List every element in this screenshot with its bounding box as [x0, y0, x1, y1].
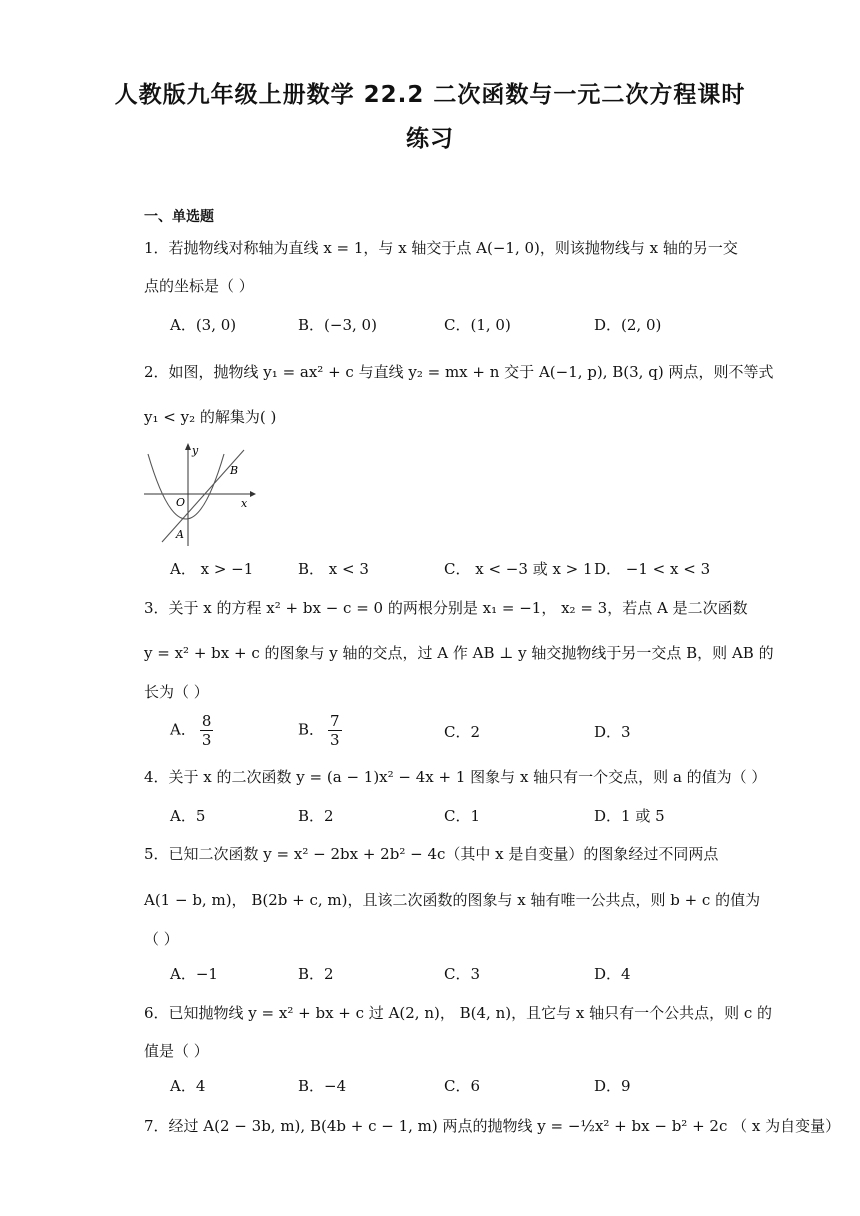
q2-option-d[interactable]: D． −1 < x < 3	[594, 560, 711, 578]
q1-option-c[interactable]: C．(1, 0)	[444, 316, 511, 334]
q3-text-line3: 长为（ ）	[144, 683, 209, 701]
q5-option-a[interactable]: A．−1	[170, 965, 218, 983]
q6-options	[170, 1075, 730, 1097]
q5-option-c[interactable]: C．3	[444, 965, 481, 983]
q3-option-a-label: A．	[170, 720, 196, 739]
y-axis-label: y	[192, 444, 199, 457]
q6-text-line1: 6．已知抛物线 y = x² + bx + c 过 A(2, n)， B(4, n)，且它与 x 轴只有一个公共点，则 c 的	[144, 1004, 773, 1022]
q3-text-line1: 3．关于 x 的方程 x² + bx − c = 0 的两根分别是 x₁ = −1， x₂ = 3，若点 A 是二次函数	[144, 599, 748, 617]
q6-option-a[interactable]: A．4	[170, 1077, 206, 1095]
q3-option-a-fraction	[200, 712, 214, 749]
q1-option-d[interactable]: D．(2, 0)	[594, 316, 662, 334]
q2-option-c[interactable]: C． x < −3 或 x > 1	[444, 560, 593, 578]
q4-option-c[interactable]: C．1	[444, 807, 481, 825]
y-axis-arrow	[185, 443, 191, 450]
q3-text-line2: y = x² + bx + c 的图象与 y 轴的交点，过 A 作 AB ⊥ y 轴交抛物线于另一交点 B，则 AB 的	[144, 644, 774, 662]
q3-option-b-numerator: 7	[330, 712, 340, 730]
q4-option-d[interactable]: D．1 或 5	[594, 807, 665, 825]
q5-text-line2: A(1 − b, m)， B(2b + c, m)，且该二次函数的图象与 x 轴有唯一公共点，则 b + c 的值为	[144, 891, 761, 909]
q3-option-b-denominator: 3	[330, 731, 340, 749]
q3-option-a-denominator: 3	[201, 731, 212, 749]
q4-option-a[interactable]: A．5	[170, 807, 206, 825]
q6-option-b[interactable]: B．−4	[298, 1077, 347, 1095]
q2-options	[170, 558, 730, 580]
q5-option-d[interactable]: D．4	[594, 965, 631, 983]
x-axis-arrow	[250, 491, 256, 497]
q4-text-line1: 4．关于 x 的二次函数 y = (a − 1)x² − 4x + 1 图象与 x 轴只有一个交点，则 a 的值为（ ）	[144, 768, 767, 786]
q4-option-b[interactable]: B．2	[298, 807, 334, 825]
q1-option-a[interactable]: A．(3, 0)	[170, 316, 237, 334]
q2-text-line2: y₁ < y₂ 的解集为( )	[144, 408, 277, 426]
q1-text-line1: 1．若抛物线对称轴为直线 x = 1，与 x 轴交于点 A(−1, 0)，则该抛物线与 x 轴的另一交	[144, 239, 738, 257]
q5-options	[170, 963, 730, 985]
q2-option-b[interactable]: B． x < 3	[298, 560, 369, 578]
q6-option-c[interactable]: C．6	[444, 1077, 481, 1095]
q2-text-line1: 2．如图，抛物线 y₁ = ax² + c 与直线 y₂ = mx + n 交于 A(−1, p), B(3, q) 两点，则不等式	[144, 363, 774, 381]
q1-options	[170, 314, 730, 336]
section-heading: 一、单选题	[144, 209, 214, 225]
q3-option-b-fraction	[328, 712, 342, 749]
document-title-line2: 练习	[406, 126, 454, 152]
q3-option-b-label: B．	[298, 720, 325, 739]
q3-option-c[interactable]: C．2	[444, 723, 481, 741]
x-axis-label: x	[241, 497, 248, 510]
q6-option-d[interactable]: D．9	[594, 1077, 631, 1095]
q1-text-line2: 点的坐标是（ ）	[144, 277, 254, 295]
q2-option-a[interactable]: A． x > −1	[170, 560, 254, 578]
q3-options	[170, 712, 730, 752]
q7-text-line1: 7．经过 A(2 − 3b, m), B(4b + c − 1, m) 两点的抛物线 y = −½x² + bx − b² + 2c （ x 为自变量）	[144, 1117, 841, 1135]
point-a-label: A	[176, 528, 184, 541]
q6-text-line2: 值是（ ）	[144, 1042, 209, 1060]
q5-text-line1: 5．已知二次函数 y = x² − 2bx + 2b² − 4c（其中 x 是自变量）的图象经过不同两点	[144, 845, 719, 863]
q4-options	[170, 805, 730, 827]
document-title-line1: 人教版九年级上册数学 22.2 二次函数与一元二次方程课时	[114, 82, 746, 108]
parabola-curve	[148, 454, 224, 519]
q1-option-b[interactable]: B．(−3, 0)	[298, 316, 377, 334]
point-b-label: B	[230, 464, 239, 477]
parabola-line-graph	[140, 442, 260, 552]
origin-label: O	[176, 496, 186, 509]
q3-option-a[interactable]	[170, 712, 213, 749]
q3-option-a-numerator: 8	[201, 712, 212, 730]
q3-option-d[interactable]: D．3	[594, 723, 631, 741]
q5-option-b[interactable]: B．2	[298, 965, 334, 983]
q5-text-line3: （ ）	[144, 930, 179, 948]
q3-option-b[interactable]	[298, 712, 342, 749]
